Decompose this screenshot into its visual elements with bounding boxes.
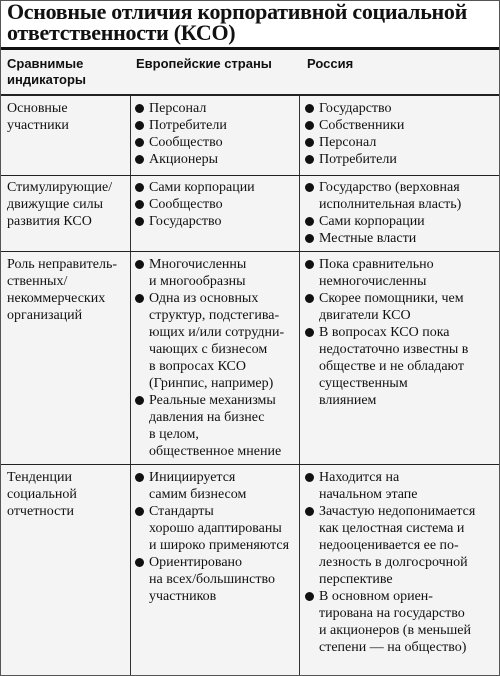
list-item <box>134 196 255 213</box>
list-item <box>304 117 404 134</box>
header-divider <box>1 94 499 96</box>
list-item-text: давления на бизнес <box>149 410 265 425</box>
europe-list <box>134 469 289 605</box>
bullet-icon <box>305 217 314 226</box>
list-item-text: самим бизнесом <box>149 487 247 502</box>
list-item-text: Одна из основных <box>149 291 259 306</box>
list-item-text: Реальные механизмы <box>149 393 276 408</box>
list-item-text: Акционеры <box>149 152 219 167</box>
row-divider <box>1 251 499 252</box>
list-item <box>304 503 475 588</box>
indicator-line: Тенденции <box>7 470 73 485</box>
header-line: Сравнимые <box>7 56 84 71</box>
indicator-line: Основные <box>7 101 68 116</box>
russia-list <box>304 469 475 656</box>
list-item-text: недооценивается ее по- <box>319 538 459 553</box>
bullet-icon <box>135 104 144 113</box>
bullet-icon <box>305 473 314 482</box>
list-item-text: Местные власти <box>319 231 417 246</box>
column-divider <box>130 96 131 675</box>
list-item-text: Государство <box>319 101 392 116</box>
bullet-icon <box>305 183 314 192</box>
list-item-text: начальном этапе <box>319 487 418 502</box>
list-item-text: Персонал <box>149 101 207 116</box>
indicator-line: Стимулирующие/ <box>7 180 113 195</box>
list-item-text: лезность в долгосрочной <box>319 555 468 570</box>
list-item <box>304 469 475 503</box>
russia-list <box>304 256 468 409</box>
indicator-line: социальной <box>7 487 77 502</box>
indicator-cell <box>7 100 69 134</box>
list-item <box>304 324 468 409</box>
list-item-text: В основном ориен- <box>319 589 433 604</box>
indicator-line: участники <box>7 118 69 133</box>
indicator-line: отчетности <box>7 504 74 519</box>
list-item <box>304 151 404 168</box>
list-item <box>304 290 468 324</box>
list-item-text: Инициируется <box>149 470 236 485</box>
indicator-line: организаций <box>7 308 83 323</box>
header-indicators <box>7 56 86 88</box>
indicator-line: некоммерческих <box>7 291 106 306</box>
list-item-text: в вопросах КСО <box>149 359 247 374</box>
list-item-text: Собственники <box>319 118 405 133</box>
list-item-text: и многообразны <box>149 274 246 289</box>
list-item-text: Скорее помощники, чем <box>319 291 464 306</box>
bullet-icon <box>305 328 314 337</box>
bullet-icon <box>135 507 144 516</box>
bullet-icon <box>305 138 314 147</box>
europe-list <box>134 100 227 168</box>
list-item-text: влиянием <box>319 393 377 408</box>
list-item <box>304 588 475 656</box>
list-item <box>134 290 284 392</box>
list-item-text: Находится на <box>319 470 400 485</box>
bullet-icon <box>135 558 144 567</box>
list-item <box>134 151 227 168</box>
list-item-text: Стандарты <box>149 504 214 519</box>
bullet-icon <box>135 396 144 405</box>
list-item-text: Государство <box>149 214 222 229</box>
list-item-text: и широко применяются <box>149 538 290 553</box>
list-item <box>134 256 284 290</box>
list-item-text: как целостная система и <box>319 521 465 536</box>
indicator-line: развития КСО <box>7 214 92 229</box>
bullet-icon <box>305 104 314 113</box>
list-item-text: участников <box>149 589 217 604</box>
list-item <box>134 213 255 230</box>
list-item <box>134 554 289 605</box>
row-divider <box>1 175 499 176</box>
list-item-text: обществе и не обладают <box>319 359 464 374</box>
column-divider <box>299 96 300 675</box>
list-item <box>134 469 289 503</box>
header-russia: Россия <box>307 56 354 71</box>
indicator-cell <box>7 469 77 520</box>
list-item <box>134 392 284 460</box>
list-item <box>134 100 227 117</box>
russia-list <box>304 100 404 168</box>
list-item <box>304 256 468 290</box>
bullet-icon <box>305 234 314 243</box>
list-item-text: Многочисленны <box>149 257 247 272</box>
title-line: Основные отличия корпоративной социальной <box>7 0 467 24</box>
list-item-text: В вопросах КСО пока <box>319 325 450 340</box>
header-europe: Европейские страны <box>136 56 272 71</box>
list-item <box>304 134 404 151</box>
list-item <box>134 503 289 554</box>
indicator-cell <box>7 179 112 230</box>
title-line: ответственности (КСО) <box>7 20 236 45</box>
list-item-text: тирована на государство <box>319 606 465 621</box>
list-item <box>134 134 227 151</box>
bullet-icon <box>135 294 144 303</box>
bullet-icon <box>135 200 144 209</box>
title-block <box>1 1 499 47</box>
list-item-text: перспективе <box>319 572 393 587</box>
list-item-text: двигатели КСО <box>319 308 411 323</box>
list-item-text: Персонал <box>319 135 377 150</box>
list-item-text: Сообщество <box>149 197 223 212</box>
bullet-icon <box>135 260 144 269</box>
bullet-icon <box>135 217 144 226</box>
indicator-cell <box>7 256 117 324</box>
list-item-text: исполнительная власть) <box>319 197 462 212</box>
list-item-text: существенным <box>319 376 408 391</box>
list-item-text: степени — на общество) <box>319 640 467 655</box>
indicator-line: Роль неправитель- <box>7 257 118 272</box>
list-item-text: Потребители <box>149 118 227 133</box>
list-item-text: и акционеров (в меньшей <box>319 623 472 638</box>
list-item <box>304 100 404 117</box>
bullet-icon <box>135 155 144 164</box>
header-line: индикаторы <box>7 72 87 87</box>
bullet-icon <box>135 183 144 192</box>
indicator-line: ственных/ <box>7 274 68 289</box>
russia-list <box>304 179 461 247</box>
bullet-icon <box>305 294 314 303</box>
list-item-text: немногочисленны <box>319 274 427 289</box>
bullet-icon <box>305 592 314 601</box>
list-item-text: на всех/большинство <box>149 572 275 587</box>
list-item-text: Сообщество <box>149 135 223 150</box>
europe-list <box>134 179 255 230</box>
europe-list <box>134 256 284 460</box>
list-item-text: (Гринпис, например) <box>149 376 274 391</box>
list-item <box>304 179 461 213</box>
bullet-icon <box>135 473 144 482</box>
list-item-text: ющих и/или сотрудни- <box>149 325 285 340</box>
list-item-text: Зачастую недопонимается <box>319 504 476 519</box>
row-divider <box>1 464 499 465</box>
list-item <box>304 230 461 247</box>
bullet-icon <box>135 138 144 147</box>
list-item-text: недостаточно известны в <box>319 342 469 357</box>
list-item-text: Государство (верховная <box>319 180 460 195</box>
list-item-text: чающих с бизнесом <box>149 342 268 357</box>
list-item-text: Сами корпорации <box>319 214 425 229</box>
bullet-icon <box>305 155 314 164</box>
title-divider <box>1 47 499 50</box>
bullet-icon <box>305 121 314 130</box>
list-item <box>304 213 461 230</box>
bullet-icon <box>135 121 144 130</box>
list-item <box>134 117 227 134</box>
indicator-line: движущие силы <box>7 197 103 212</box>
list-item-text: хорошо адаптированы <box>149 521 282 536</box>
list-item-text: структур, подстегива- <box>149 308 280 323</box>
list-item-text: Потребители <box>319 152 397 167</box>
list-item-text: общественное мнение <box>149 444 282 459</box>
list-item-text: Ориентировано <box>149 555 243 570</box>
list-item-text: Пока сравнительно <box>319 257 434 272</box>
bullet-icon <box>305 507 314 516</box>
list-item-text: Сами корпорации <box>149 180 255 195</box>
bullet-icon <box>305 260 314 269</box>
list-item-text: в целом, <box>149 427 199 442</box>
page-title <box>7 1 493 43</box>
list-item <box>134 179 255 196</box>
